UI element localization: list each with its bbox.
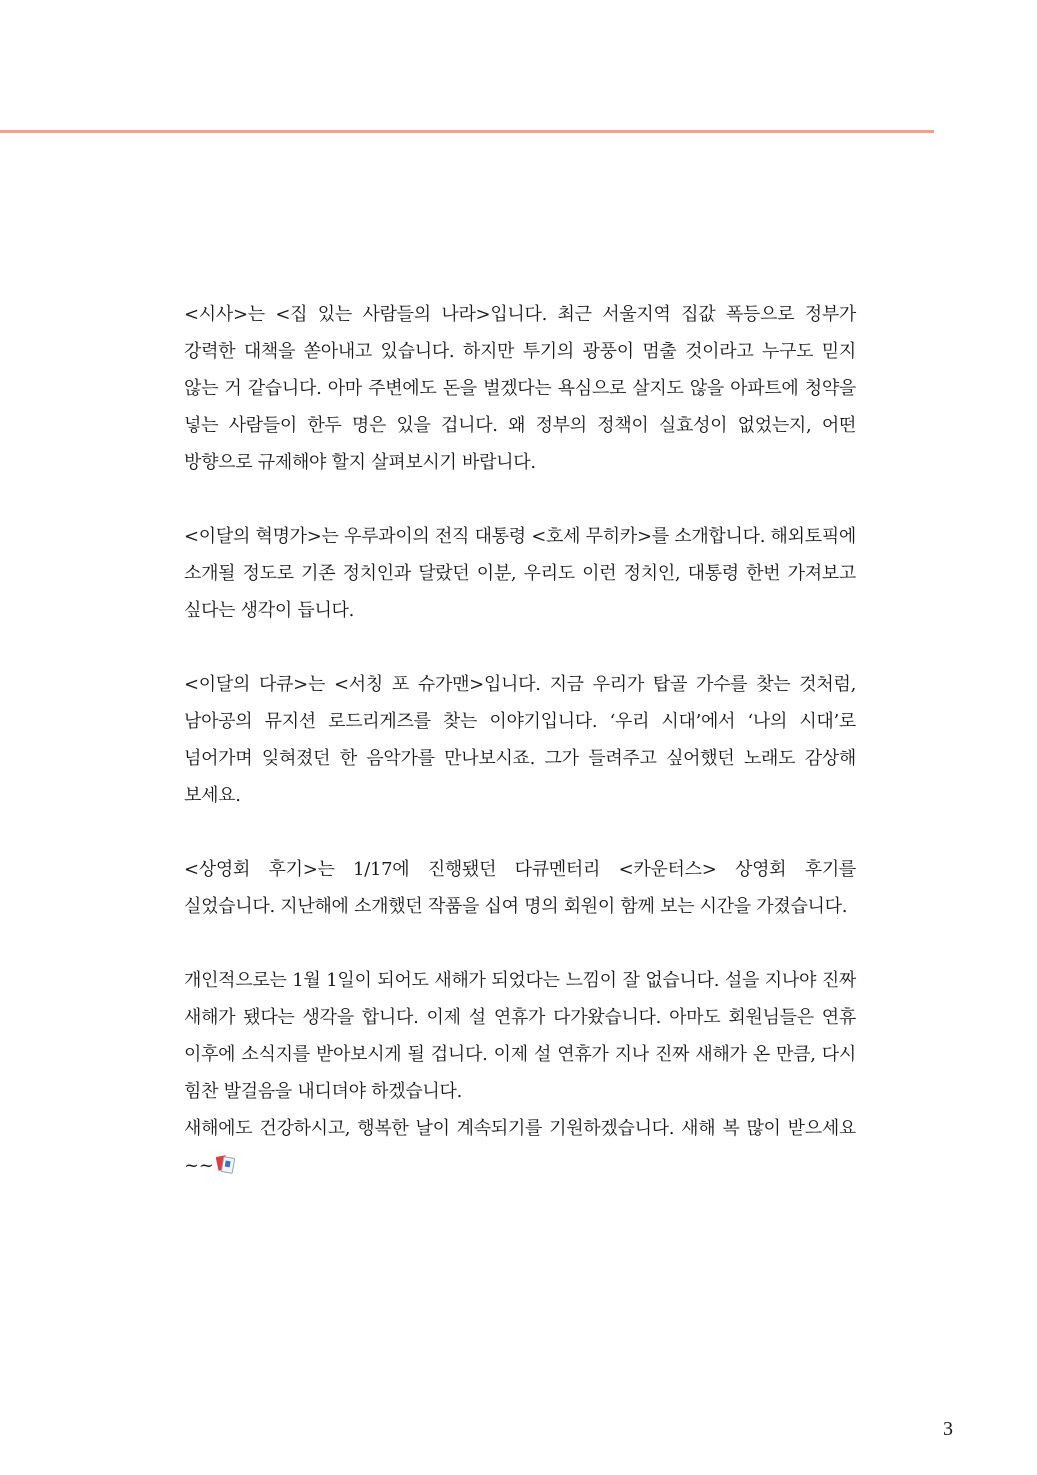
paragraph-revolutionary: <이달의 혁명가>는 우루과이의 전직 대통령 <호세 무히카>를 소개합니다. 해외토픽에 소개될 정도로 기존 정치인과 달랐던 이분, 우리도 이런 정치인, 대통령 한번 가져보고 싶다는 생각이 듭니다. xyxy=(184,526,856,621)
greeting-text: 새해에도 건강하시고, 행복한 날이 계속되기를 기원하겠습니다. 새해 복 많이 받으세요~~ xyxy=(184,1118,856,1176)
paragraph-documentary: <이달의 다큐>는 <서칭 포 슈가맨>입니다. 지금 우리가 탑골 가수를 찾는 것처럼, 남아공의 뮤지션 로드리게즈를 찾는 이야기입니다. ‘우리 시대’에서 ‘나의 시대’로 넘어가며 잊혀졌던 한 음악가를 만나보시죠. 그가 들려주고 싶어했던 노래도 감상해 보세요. xyxy=(184,674,856,806)
paragraph-screening-review: <상영회 후기>는 1/17에 진행됐던 다큐멘터리 <카운터스> 상영회 후기를 실었습니다. 지난해에 소개했던 작품을 십여 명의 회원이 함께 보는 시간을 가졌습니다. xyxy=(184,859,856,917)
page-number: 3 xyxy=(943,1418,953,1440)
paragraph-sisa: <시사>는 <집 있는 사람들의 나라>입니다. 최근 서울지역 집값 폭등으로 정부가 강력한 대책을 쏟아내고 있습니다. 하지만 투기의 광풍이 멈출 것이라고 누구도 믿지 않는 거 같습니다. 아마 주변에도 돈을 벌겠다는 욕심으로 살지도 않을 아파트에 청약을 넣는 사람들이 한두 명은 있을 겁니다. 왜 정부의 정책이 실효성이 없었는지, 어떤 방향으로 규제해야 할지 살펴보시기 바랍니다. xyxy=(184,304,856,473)
paragraph-greeting xyxy=(184,1110,856,1184)
playing-cards-icon xyxy=(217,1154,233,1174)
header-rule xyxy=(0,130,934,133)
paragraph-new-year: 개인적으로는 1월 1일이 되어도 새해가 되었다는 느낌이 잘 없습니다. 설을 지나야 진짜 새해가 됐다는 생각을 합니다. 이제 설 연휴가 다가왔습니다. 아마도 회원님들은 연휴 이후에 소식지를 받아보시게 될 겁니다. 이제 설 연휴가 지나 진짜 새해가 온 만큼, 다시 힘찬 발걸음을 내디뎌야 하겠습니다. xyxy=(184,970,856,1102)
letter-body xyxy=(184,296,856,1184)
